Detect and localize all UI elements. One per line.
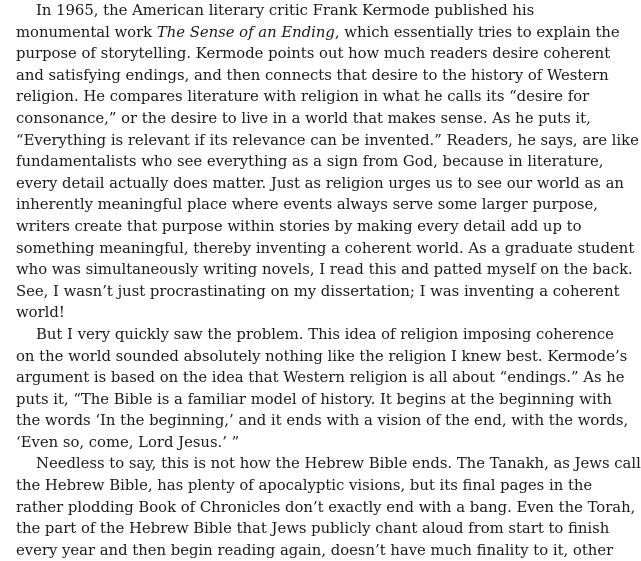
text-segment: on the world sounded absolutely nothing like the religion I knew best. Kermode’s bbox=[16, 347, 628, 365]
text-line bbox=[16, 432, 533, 454]
text-segment: the part of the Hebrew Bible that Jews publicly chant aloud from start to finish bbox=[16, 520, 610, 538]
book-title: The Sense of an Ending bbox=[156, 23, 335, 41]
text-line bbox=[16, 540, 614, 561]
text-segment: In 1965, the American literary critic Frank Kermode published his bbox=[36, 2, 535, 19]
text-line bbox=[16, 130, 639, 152]
text-line bbox=[16, 173, 624, 195]
text-segment: the words ‘In the beginning,’ and it ends with a vision of the end, with the words, bbox=[16, 412, 629, 430]
text-line bbox=[16, 108, 591, 130]
text-segment: the Hebrew Bible, has plenty of apocalyptic visions, but its final pages in the bbox=[16, 477, 593, 495]
text-segment: religion. He compares literature with religion in what he calls its “desire for bbox=[16, 88, 590, 106]
text-line bbox=[16, 453, 641, 475]
text-segment: every detail actually does matter. Just as religion urges us to see our world as an bbox=[16, 174, 624, 192]
text-line bbox=[16, 238, 635, 260]
text-line bbox=[16, 518, 610, 540]
text-line bbox=[16, 0, 533, 22]
text-line bbox=[16, 475, 593, 497]
text-segment: argument is based on the idea that Western religion is all about “endings.” As he bbox=[16, 369, 625, 387]
text-segment: , which essentially tries to explain the bbox=[334, 23, 620, 41]
text-segment: consonance,” or the desire to live in a world that makes sense. As he puts it, bbox=[16, 109, 591, 127]
text-line bbox=[16, 346, 628, 368]
text-segment: who was simultaneously writing novels, I read this and patted myself on the back. bbox=[16, 261, 633, 279]
text-segment: See, I wasn’t just procrastinating on my dissertation; I was inventing a coherent bbox=[16, 282, 620, 300]
text-line bbox=[16, 216, 582, 238]
text-segment: rather plodding Book of Chronicles don’t exactly end with a bang. Even the Torah, bbox=[16, 498, 636, 516]
text-segment: every year and then begin reading again, doesn’t have much finality to it, other bbox=[16, 541, 614, 559]
text-line bbox=[16, 367, 625, 389]
text-segment: “Everything is relevant if its relevance can be invented.” Readers, he says, are like bbox=[16, 131, 639, 149]
text-segment: purpose of storytelling. Kermode points out how much readers desire coherent bbox=[16, 45, 611, 63]
text-line bbox=[16, 43, 611, 65]
text-line bbox=[16, 389, 612, 411]
text-segment: writers create that purpose within stories by making every detail add up to bbox=[16, 217, 582, 235]
text-line bbox=[16, 324, 614, 346]
paragraph-3 bbox=[16, 453, 641, 561]
text-segment: But I very quickly saw the problem. This idea of religion imposing coherence bbox=[36, 325, 614, 343]
text-segment: inherently meaningful place where events always serve some larger purpose, bbox=[16, 196, 598, 214]
text-line bbox=[16, 65, 609, 87]
text-segment: Needless to say, this is not how the Hebrew Bible ends. The Tanakh, as Jews call bbox=[36, 455, 641, 473]
text-segment: and satisfying endings, and then connects that desire to the history of Western bbox=[16, 66, 609, 84]
text-segment: ‘Even so, come, Lord Jesus.’ ” bbox=[16, 433, 240, 451]
text-line bbox=[16, 410, 629, 432]
text-segment: world! bbox=[16, 304, 65, 322]
text-line bbox=[16, 86, 590, 108]
text-line bbox=[16, 281, 620, 303]
paragraph-1 bbox=[16, 0, 639, 324]
text-segment: fundamentalists who see everything as a sign from God, because in literature, bbox=[16, 153, 604, 171]
text-segment: monumental work bbox=[16, 23, 157, 41]
text-line bbox=[16, 22, 620, 44]
paragraph-2 bbox=[16, 324, 629, 454]
essay-text bbox=[16, 0, 641, 561]
text-line bbox=[16, 194, 598, 216]
text-line bbox=[16, 497, 636, 519]
text-segment: something meaningful, thereby inventing a coherent world. As a graduate student bbox=[16, 239, 635, 257]
text-line bbox=[16, 259, 633, 281]
text-line bbox=[16, 151, 604, 173]
text-line bbox=[16, 302, 533, 324]
text-segment: puts it, “The Bible is a familiar model of history. It begins at the beginning with bbox=[16, 390, 612, 408]
